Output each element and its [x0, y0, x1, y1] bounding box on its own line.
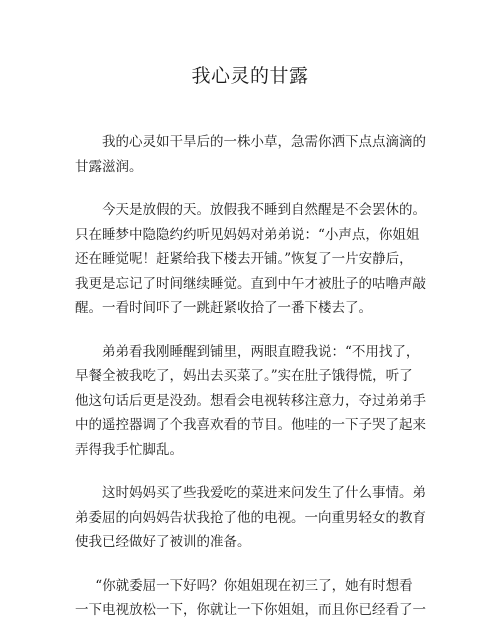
paragraph-5	[75, 574, 426, 623]
paragraph-4	[75, 481, 426, 555]
text-line: 只在睡梦中隐隐约约听见妈妈对弟弟说：“小声点，你姐姐	[75, 226, 420, 243]
text-line: “你就委屈一下好吗？你姐姐现在初三了，她有时想看	[95, 577, 413, 594]
paragraph-1	[75, 130, 426, 179]
text-line: 一下电视放松一下，你就让一下你姐姐，而且你已经看了一	[75, 602, 426, 618]
text-line: 我更是忘记了时间继续睡觉。直到中午才被肚子的咕噜声敲	[75, 275, 426, 292]
text-line: 醒。一看时间吓了一跳赶紧收拾了一番下楼去了。	[75, 300, 372, 316]
text-line: 这时妈妈买了些我爱吃的菜进来问发生了什么事情。弟	[102, 485, 426, 501]
text-line: 中的遥控器调了个我喜欢看的节目。他哇的一下子哭了起来	[75, 417, 426, 433]
text-line: 使我已经做好了被训的准备。	[75, 534, 251, 550]
text-line: 弟委屈的向妈妈告状我抢了他的电视。一向重男轻女的教育	[75, 509, 426, 526]
text-line: 我的心灵如干旱后的一株小草，急需你洒下点点滴滴的	[102, 134, 426, 150]
text-line: 弄得我手忙脚乱。	[75, 441, 183, 458]
text-line: 还在睡觉呢！赶紧给我下楼去开铺。”恢复了一片安静后，	[75, 251, 413, 267]
text-line: 甘露滋润。	[75, 158, 143, 175]
text-line: 他这句话后更是没劲。想看会电视转移注意力，夺过弟弟手	[75, 392, 426, 409]
page-title: 我心灵的甘露	[191, 65, 309, 87]
paragraph-2	[75, 198, 426, 321]
text-line: 早餐全被我吃了，妈出去买菜了。”实在肚子饿得慌，听了	[75, 368, 413, 384]
text-line: 今天是放假的天。放假我不睡到自然醒是不会罢休的。	[102, 202, 426, 218]
paragraph-3	[75, 340, 426, 463]
text-line: 弟弟看我刚睡醒到铺里，两眼直瞪我说：“不用找了，	[102, 343, 420, 360]
article-body	[75, 130, 426, 642]
